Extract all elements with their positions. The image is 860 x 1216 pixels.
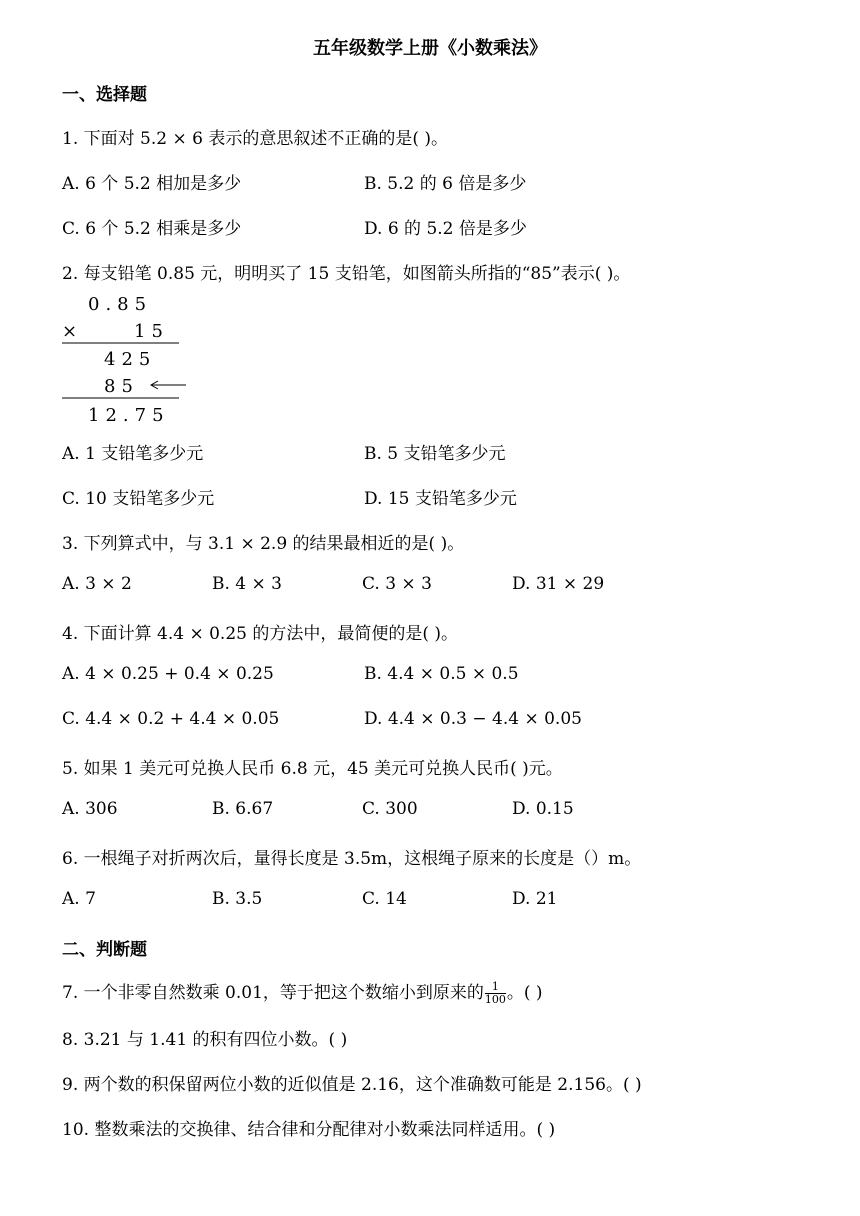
question-3: 3. 下列算式中，与 3.1 × 2.9 的结果最相近的是( )。 <box>62 534 465 554</box>
q2-option-d[interactable]: D. 15 支铅笔多少元 <box>364 489 517 509</box>
q1-option-c[interactable]: C. 6 个 5.2 相乘是多少 <box>62 219 242 239</box>
q5-option-a[interactable]: A. 306 <box>62 799 118 819</box>
question-5: 5. 如果 1 美元可兑换人民币 6.8 元，45 美元可兑换人民币( )元。 <box>62 759 563 779</box>
q4-option-b[interactable]: B. 4.4 × 0.5 × 0.5 <box>364 664 519 684</box>
calc-times-sign: × <box>62 321 84 342</box>
arrow-left-icon <box>151 381 186 389</box>
q4-option-d[interactable]: D. 4.4 × 0.3 − 4.4 × 0.05 <box>364 709 582 729</box>
q1-option-a[interactable]: A. 6 个 5.2 相加是多少 <box>62 174 242 194</box>
q5-option-b[interactable]: B. 6.67 <box>212 799 274 819</box>
vertical-multiplication <box>62 292 192 432</box>
question-6: 6. 一根绳子对折两次后，量得长度是 3.5m，这根绳子原来的长度是（）m。 <box>62 849 642 869</box>
q4-option-c[interactable]: C. 4.4 × 0.2 + 4.4 × 0.05 <box>62 709 280 729</box>
q3-option-a[interactable]: A. 3 × 2 <box>62 574 132 594</box>
q6-option-b[interactable]: B. 3.5 <box>212 889 263 909</box>
q3-option-d[interactable]: D. 31 × 29 <box>512 574 605 594</box>
question-7-blank[interactable]: 。( ) <box>506 983 543 1003</box>
q2-option-a[interactable]: A. 1 支铅笔多少元 <box>62 444 204 464</box>
calc-row-product: 12.75 <box>88 405 170 426</box>
question-8: 8. 3.21 与 1.41 的积有四位小数。( ) <box>62 1030 348 1050</box>
question-10: 10. 整数乘法的交换律、结合律和分配律对小数乘法同样适用。( ) <box>62 1120 556 1140</box>
fraction-denominator: 100 <box>484 993 506 1006</box>
q5-option-d[interactable]: D. 0.15 <box>512 799 574 819</box>
section-heading-choice: 一、选择题 <box>62 85 147 105</box>
question-1: 1. 下面对 5.2 × 6 表示的意思叙述不正确的是( )。 <box>62 129 449 149</box>
q3-option-c[interactable]: C. 3 × 3 <box>362 574 432 594</box>
calc-row-multiplier: 15 <box>134 321 169 342</box>
q2-option-b[interactable]: B. 5 支铅笔多少元 <box>364 444 506 464</box>
q5-option-c[interactable]: C. 300 <box>362 799 418 819</box>
q6-option-a[interactable]: A. 7 <box>62 889 96 909</box>
question-2: 2. 每支铅笔 0.85 元，明明买了 15 支铅笔，如图箭头所指的“85”表示( )。 <box>62 264 631 284</box>
calc-row-partial-2: 85 <box>104 376 139 397</box>
fraction-numerator: 1 <box>485 981 506 994</box>
fraction-one-hundredth <box>485 981 506 1006</box>
q1-option-d[interactable]: D. 6 的 5.2 倍是多少 <box>364 219 527 239</box>
page-title: 五年级数学上册《小数乘法》 <box>313 38 547 59</box>
calc-row-partial-1: 425 <box>104 349 157 370</box>
section-heading-judgement: 二、判断题 <box>62 940 147 960</box>
calc-row-multiplicand: 0.85 <box>88 294 153 315</box>
q2-option-c[interactable]: C. 10 支铅笔多少元 <box>62 489 215 509</box>
question-9: 9. 两个数的积保留两位小数的近似值是 2.16，这个准确数可能是 2.156。( ) <box>62 1075 642 1095</box>
q3-option-b[interactable]: B. 4 × 3 <box>212 574 282 594</box>
question-7-text: 7. 一个非零自然数乘 0.01，等于把这个数缩小到原来的 <box>62 983 484 1003</box>
q6-option-d[interactable]: D. 21 <box>512 889 558 909</box>
question-7 <box>62 978 543 1006</box>
q1-option-b[interactable]: B. 5.2 的 6 倍是多少 <box>364 174 527 194</box>
q6-option-c[interactable]: C. 14 <box>362 889 407 909</box>
q4-option-a[interactable]: A. 4 × 0.25 + 0.4 × 0.25 <box>62 664 274 684</box>
question-4: 4. 下面计算 4.4 × 0.25 的方法中，最简便的是( )。 <box>62 624 459 644</box>
